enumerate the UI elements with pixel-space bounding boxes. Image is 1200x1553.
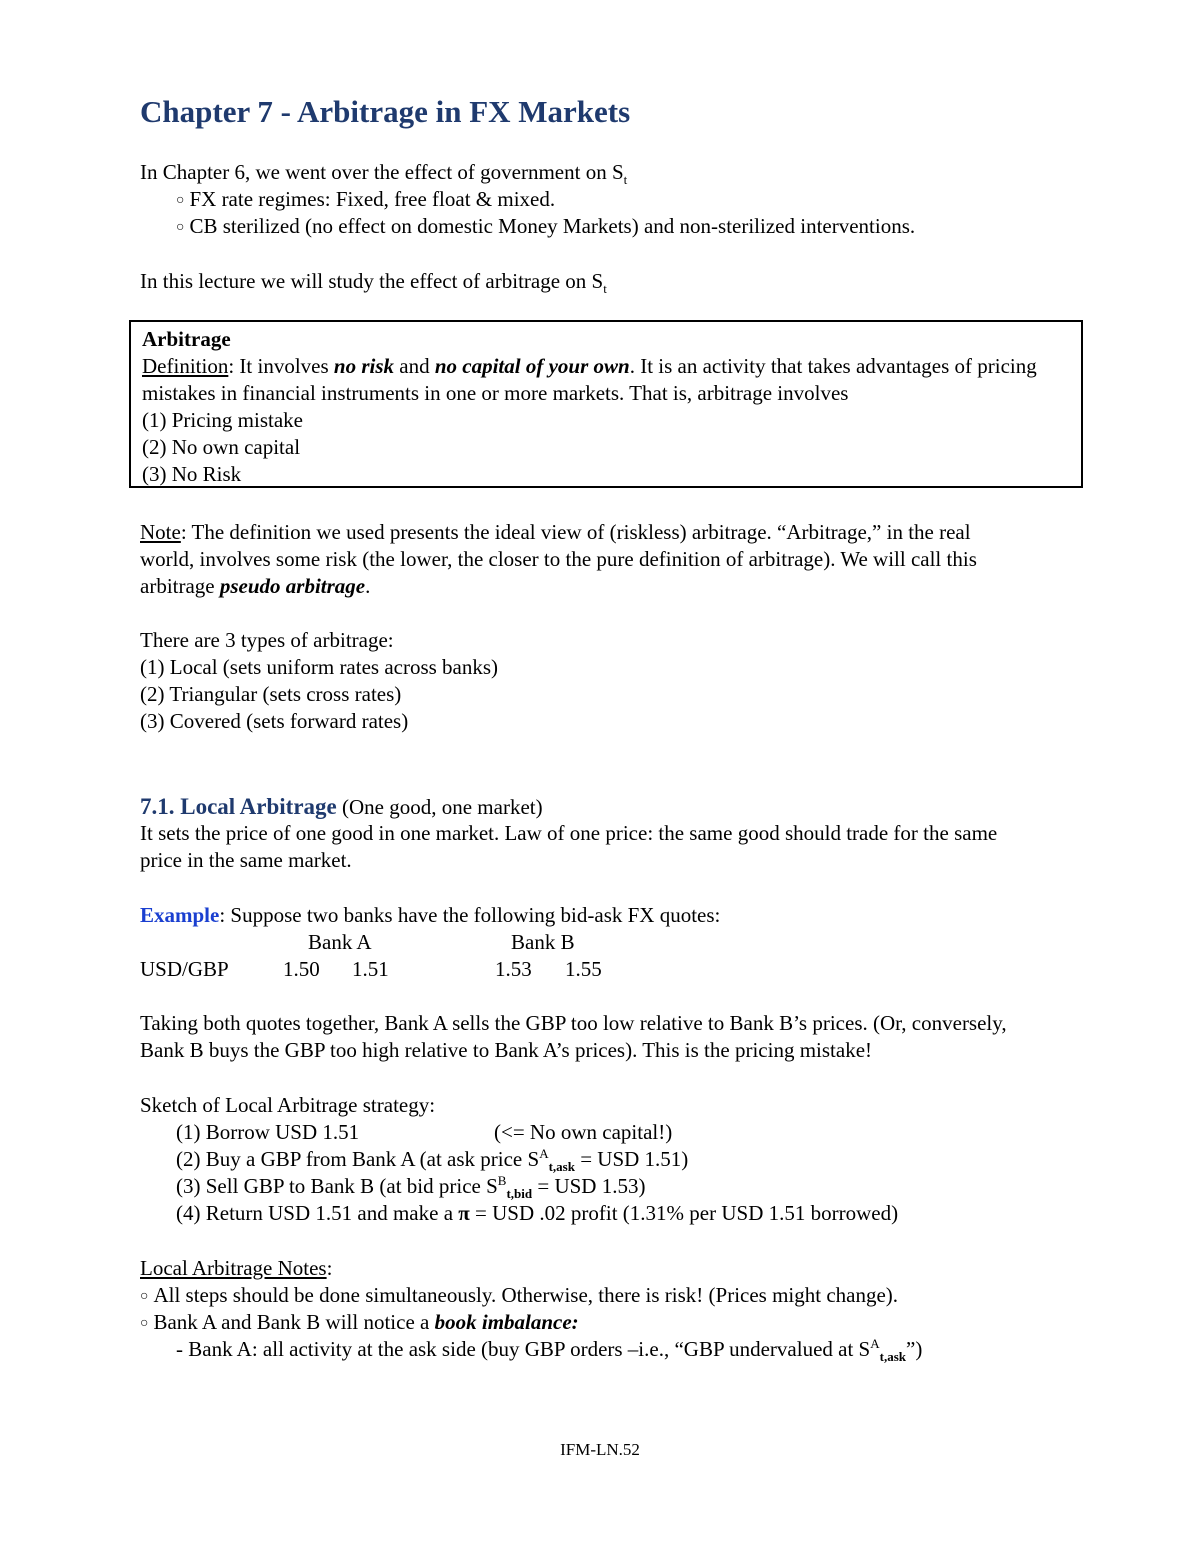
mistake-paragraph	[140, 1010, 1007, 1064]
notes-sub-1: - Bank A: all activity at the ask side (buy GBP orders –i.e., “GBP undervalued at $S^A_{t,ask}$”)	[176, 1336, 923, 1365]
definition-box	[129, 320, 1083, 488]
section-7-1	[140, 793, 997, 874]
sketch-step-2: (2) Buy a GBP from Bank A (at ask price $S^A_{t,ask}$ = USD 1.51)	[176, 1146, 689, 1175]
section-heading: 7.1. Local Arbitrage (One good, one market)	[140, 794, 543, 819]
definition-item: (3) No Risk	[142, 462, 242, 486]
types-section	[140, 627, 498, 735]
notes-heading: Local Arbitrage Notes:	[140, 1256, 333, 1280]
note-line-3: arbitrage pseudo arbitrage.	[140, 574, 371, 598]
notes-bullet-1: ○ All steps should be done simultaneously. Otherwise, there is risk! (Prices might change).	[140, 1283, 899, 1307]
bullet-icon: ○	[140, 1316, 149, 1331]
definition-item: (1) Pricing mistake	[142, 408, 303, 432]
intro-section	[140, 159, 915, 240]
bank-a-bid: 1.50	[283, 957, 320, 981]
notes-section	[140, 1255, 922, 1363]
bank-a-header: Bank A	[308, 930, 372, 954]
page-footer: IFM-LN.52	[560, 1440, 640, 1459]
types-item: (3) Covered (sets forward rates)	[140, 709, 409, 733]
sketch-step-1: (1) Borrow USD 1.51 (<= No own capital!)	[176, 1120, 673, 1144]
currency-pair: USD/GBP	[140, 957, 229, 981]
bank-a-ask: 1.51	[352, 957, 389, 981]
definition-heading: Arbitrage	[142, 327, 231, 351]
sketch-step-4: (4) Return USD 1.51 and make a π = USD .02 profit (1.31% per USD 1.51 borrowed)	[176, 1201, 899, 1225]
sketch-section	[140, 1092, 898, 1227]
sketch-heading: Sketch of Local Arbitrage strategy:	[140, 1093, 436, 1117]
mistake-line-1: Taking both quotes together, Bank A sells the GBP too low relative to Bank B’s prices. (Or, conversely,	[140, 1011, 1007, 1035]
bullet-icon: ○	[176, 193, 185, 208]
chapter-title: Chapter 7 - Arbitrage in FX Markets	[140, 94, 631, 129]
definition-line-2: mistakes in financial instruments in one or more markets. That is, arbitrage involves	[142, 381, 849, 405]
section-line-2: price in the same market.	[140, 848, 352, 872]
note-line-1: Note: The definition we used presents the ideal view of (riskless) arbitrage. “Arbitrage,” in the real	[140, 520, 971, 544]
intro-line-2: In this lecture we will study the effect of arbitrage on $S_t$	[140, 269, 607, 297]
note-line-2: world, involves some risk (the lower, the closer to the pure definition of arbitrage). We will call this	[140, 547, 977, 571]
bullet-icon: ○	[176, 220, 185, 235]
bank-b-bid: 1.53	[495, 957, 532, 981]
intro-line-1: In Chapter 6, we went over the effect of government on $S_t$	[140, 160, 628, 188]
types-item: (1) Local (sets uniform rates across banks)	[140, 655, 499, 679]
bank-b-header: Bank B	[511, 930, 575, 954]
types-intro: There are 3 types of arbitrage:	[140, 628, 394, 652]
quotes-table	[0, 929, 1200, 989]
section-line-1: It sets the price of one good in one market. Law of one price: the same good should trade for the same	[140, 821, 998, 845]
types-item: (2) Triangular (sets cross rates)	[140, 682, 402, 706]
notes-bullet-2: ○ Bank A and Bank B will notice a book imbalance:	[140, 1310, 579, 1334]
bullet-icon: ○	[140, 1289, 149, 1304]
example-line: Example: Suppose two banks have the following bid-ask FX quotes:	[140, 903, 721, 927]
bank-b-ask: 1.55	[565, 957, 602, 981]
mistake-line-2: Bank B buys the GBP too high relative to Bank A’s prices). This is the pricing mistake!	[140, 1038, 873, 1062]
sketch-step-3: (3) Sell GBP to Bank B (at bid price $S^B_{t,bid}$ = USD 1.53)	[176, 1173, 646, 1202]
intro-bullet-2: ○ CB sterilized (no effect on domestic Money Markets) and non-sterilized interventions.	[176, 214, 916, 238]
intro-bullet-1: ○ FX rate regimes: Fixed, free float & mixed.	[176, 187, 556, 211]
note-section	[140, 519, 977, 600]
definition-line-1: Definition: It involves no risk and no capital of your own. It is an activity that takes advantages of pricing	[142, 354, 1037, 378]
definition-item: (2) No own capital	[142, 435, 301, 459]
